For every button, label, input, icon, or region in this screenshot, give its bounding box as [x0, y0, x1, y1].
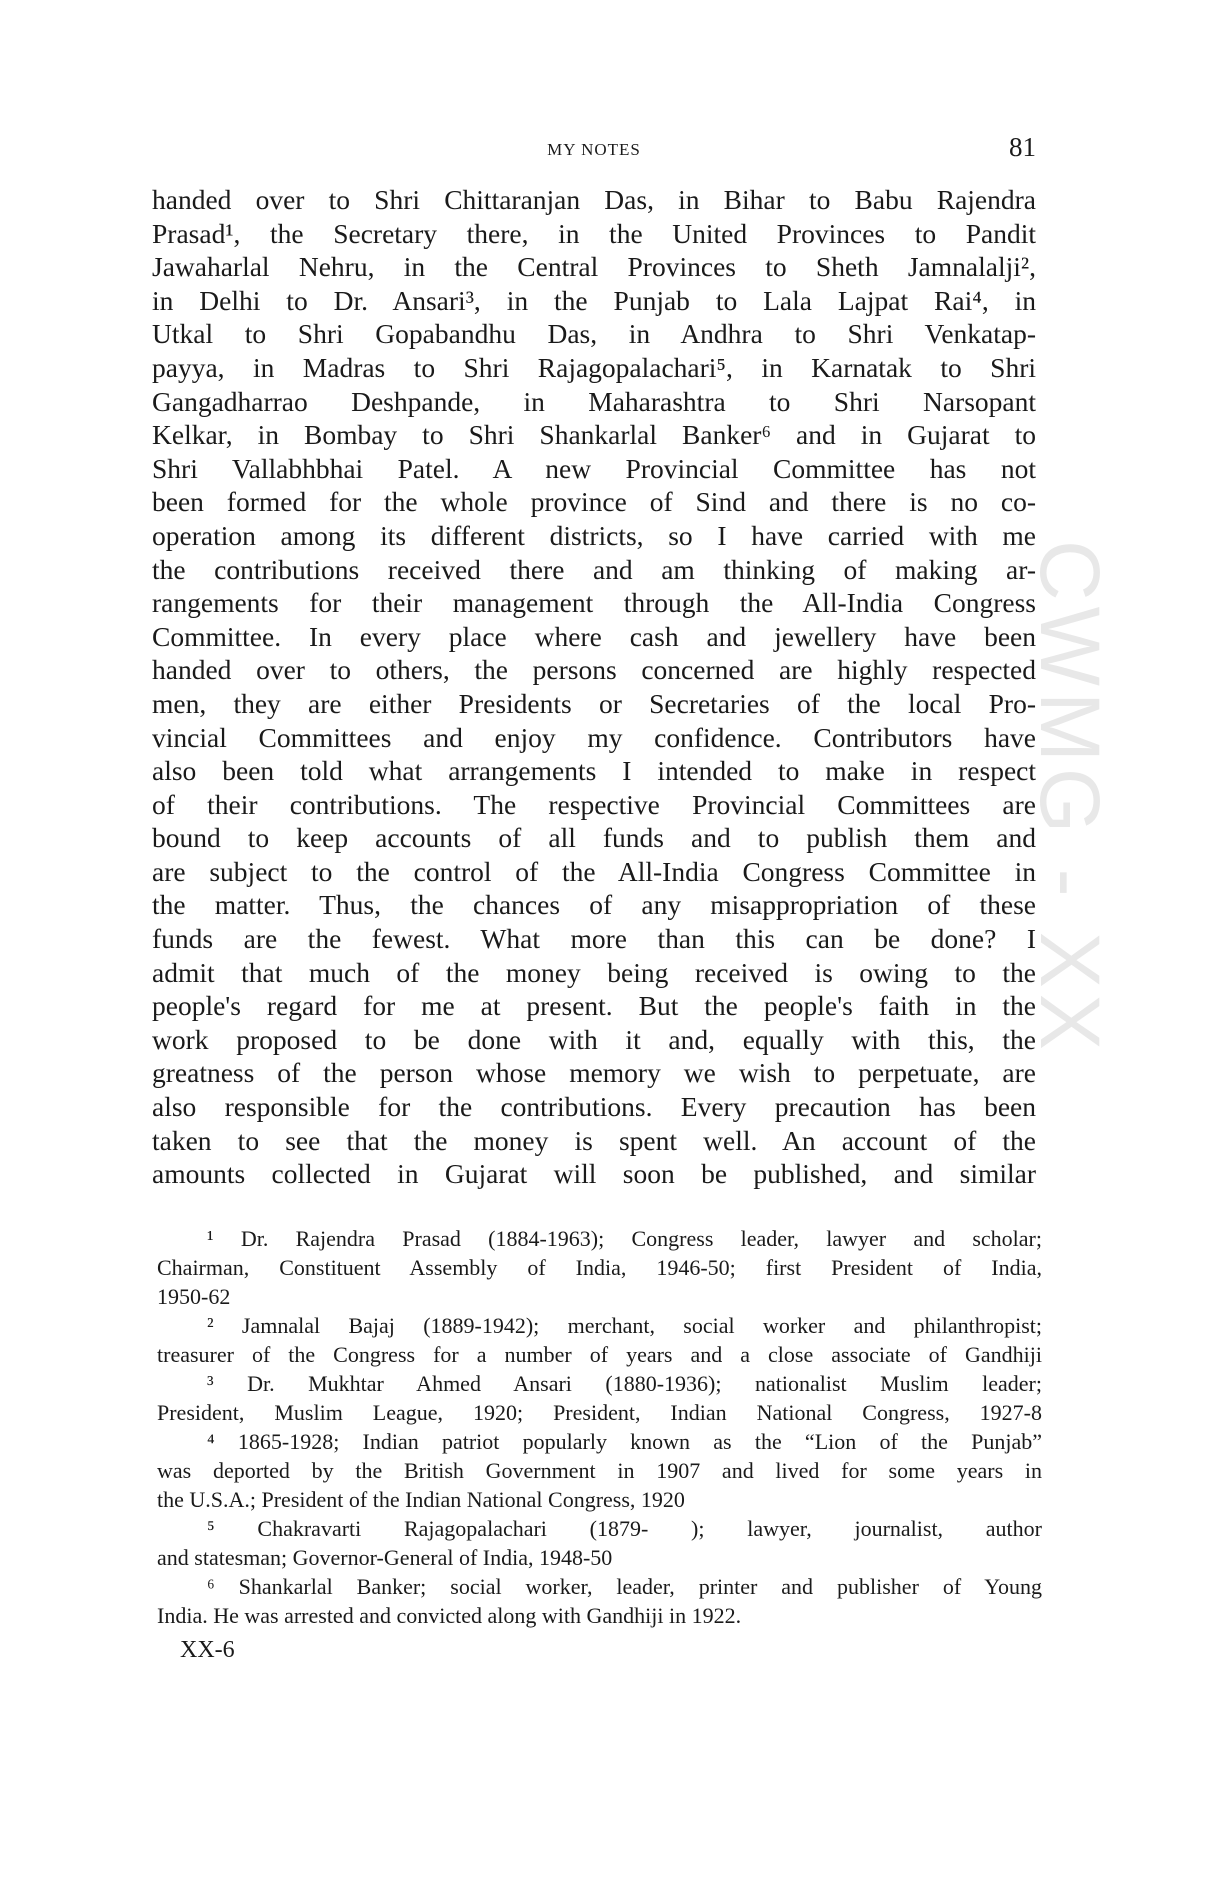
signature-mark: XX-6 [180, 1637, 235, 1663]
body-line: vincial Committees and enjoy my confidence. Contributors have [152, 721, 1036, 753]
body-text [152, 183, 1036, 1191]
body-line: men, they are either Presidents or Secretaries of the local Pro- [152, 687, 1036, 719]
body-line: people's regard for me at present. But the people's faith in the [152, 990, 1036, 1022]
footnote-line: 1950-62 [157, 1284, 231, 1309]
footnote-line: ⁵ Chakravarti Rajagopalachari (1879- ); lawyer, journalist, author [207, 1516, 1042, 1541]
body-line: rangements for their management through the All-India Congress [152, 587, 1036, 619]
body-line: taken to see that the money is spent well. An account of the [152, 1124, 1036, 1156]
body-line: also responsible for the contributions. Every precaution has been [152, 1091, 1036, 1123]
footnote-line: Chairman, Constituent Assembly of India, 1946-50; first President of India, [157, 1255, 1042, 1280]
body-line: admit that much of the money being received is owing to the [152, 956, 1036, 988]
watermark: CWMG - XX [1023, 540, 1117, 1056]
footnote-line: was deported by the British Government in 1907 and lived for some years in [157, 1458, 1042, 1483]
body-line: also been told what arrangements I intended to make in respect [152, 755, 1036, 787]
page-number: 81 [1009, 132, 1036, 162]
body-line: been formed for the whole province of Sind and there is no co- [152, 486, 1036, 518]
body-line: work proposed to be done with it and, equally with this, the [152, 1023, 1036, 1055]
footnote-line: ² Jamnalal Bajaj (1889-1942); merchant, social worker and philanthropist; [207, 1313, 1042, 1338]
footnote-line: the U.S.A.; President of the Indian National Congress, 1920 [157, 1487, 685, 1512]
body-line: Shri Vallabhbhai Patel. A new Provincial Committee has not [152, 452, 1036, 484]
body-line: greatness of the person whose memory we wish to perpetuate, are [152, 1057, 1036, 1089]
body-line: of their contributions. The respective Provincial Committees are [152, 788, 1036, 820]
footnote-line: ³ Dr. Mukhtar Ahmed Ansari (1880-1936); nationalist Muslim leader; [207, 1371, 1042, 1396]
body-line: Utkal to Shri Gopabandhu Das, in Andhra to Shri Venkatap- [152, 318, 1036, 350]
body-line: are subject to the control of the All-India Congress Committee in [152, 855, 1036, 887]
body-line: Kelkar, in Bombay to Shri Shankarlal Banker⁶ and in Gujarat to [152, 419, 1036, 451]
body-line: the contributions received there and am thinking of making ar- [152, 553, 1036, 585]
footnote-line: India. He was arrested and convicted along with Gandhiji in 1922. [157, 1603, 742, 1628]
running-title: MY NOTES [547, 140, 641, 159]
body-line: funds are the fewest. What more than this can be done? I [152, 923, 1036, 955]
page-header [152, 134, 1036, 164]
body-line: handed over to others, the persons concerned are highly respected [152, 654, 1036, 686]
body-line: the matter. Thus, the chances of any misappropriation of these [152, 889, 1036, 921]
body-line: Prasad¹, the Secretary there, in the United Provinces to Pandit [152, 217, 1036, 249]
footnote-line: treasurer of the Congress for a number of years and a close associate of Gandhiji [157, 1342, 1042, 1367]
body-line: payya, in Madras to Shri Rajagopalachari⁵, in Karnatak to Shri [152, 351, 1036, 383]
body-line: Gangadharrao Deshpande, in Maharashtra to Shri Narsopant [152, 385, 1036, 417]
body-line: Jawaharlal Nehru, in the Central Provinces to Sheth Jamnalalji², [152, 251, 1036, 283]
footnote-line: ⁶ Shankarlal Banker; social worker, leader, printer and publisher of Young [207, 1574, 1042, 1599]
body-line: bound to keep accounts of all funds and to publish them and [152, 822, 1036, 854]
body-line: amounts collected in Gujarat will soon be published, and similar [152, 1158, 1036, 1190]
body-line: handed over to Shri Chittaranjan Das, in Bihar to Babu Rajendra [152, 184, 1036, 215]
footnote-line: and statesman; Governor-General of India, 1948-50 [157, 1545, 613, 1570]
body-line: Committee. In every place where cash and jewellery have been [152, 620, 1036, 652]
footnote-line: President, Muslim League, 1920; President, Indian National Congress, 1927-8 [157, 1400, 1042, 1425]
footnote-line: ¹ Dr. Rajendra Prasad (1884-1963); Congress leader, lawyer and scholar; [207, 1226, 1042, 1251]
body-line: in Delhi to Dr. Ansari³, in the Punjab to Lala Lajpat Rai⁴, in [152, 284, 1036, 316]
footnotes [157, 1224, 1042, 1630]
body-line: operation among its different districts, so I have carried with me [152, 519, 1036, 551]
footnote-line: ⁴ 1865-1928; Indian patriot popularly known as the “Lion of the Punjab” [207, 1429, 1042, 1454]
